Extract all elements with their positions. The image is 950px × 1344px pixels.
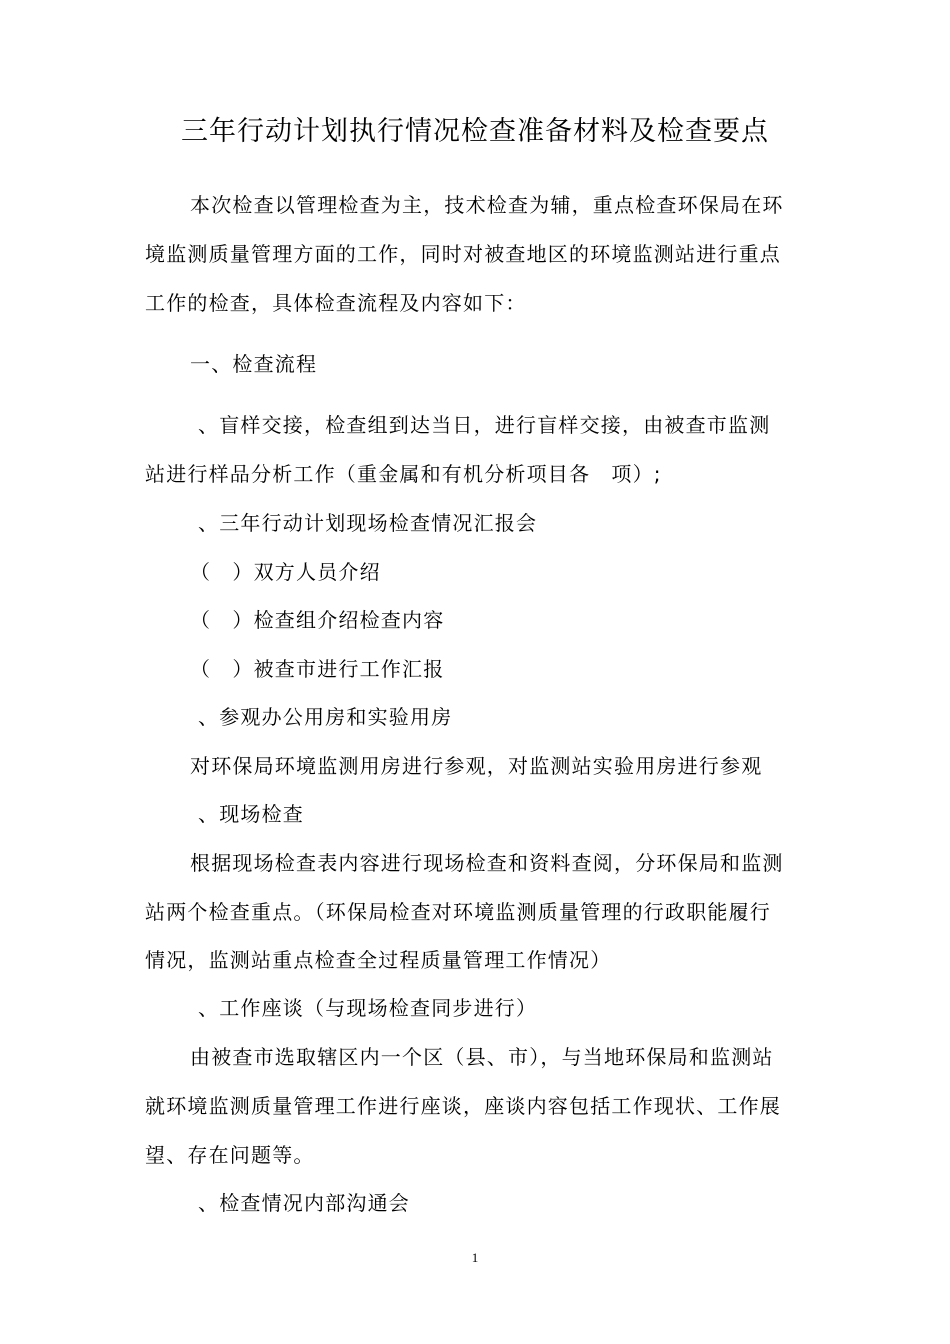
page-number: 1 <box>471 1250 479 1265</box>
item-4-heading: 、现场检查 <box>198 802 304 826</box>
item-5-heading: 、工作座谈（与现场检查同步进行） <box>198 996 538 1020</box>
item-4-line-3: 情况，监测站重点检查全过程质量管理工作情况） <box>145 948 612 972</box>
section-1-heading: 一、检查流程 <box>190 352 318 376</box>
document-title: 三年行动计划执行情况检查准备材料及检查要点 <box>181 116 769 147</box>
item-2-heading: 、三年行动计划现场检查情况汇报会 <box>198 511 538 535</box>
item-4-line-1: 根据现场检查表内容进行现场检查和资料查阅，分环保局和监测 <box>190 851 784 875</box>
item-5-line-2: 就环境监测质量管理工作进行座谈，座谈内容包括工作现状、工作展 <box>145 1094 781 1118</box>
intro-line-2: 境监测质量管理方面的工作，同时对被查地区的环境监测站进行重点 <box>145 242 781 266</box>
item-5-line-3: 望、存在问题等。 <box>145 1143 315 1167</box>
item-6-heading: 、检查情况内部沟通会 <box>198 1191 410 1215</box>
intro-line-1: 本次检查以管理检查为主，技术检查为辅，重点检查环保局在环 <box>190 193 784 217</box>
intro-line-3: 工作的检查，具体检查流程及内容如下： <box>145 291 527 315</box>
item-2-sub-1: （ ）双方人员介绍 <box>190 560 381 584</box>
item-4-line-2: 站两个检查重点。（环保局检查对环境监测质量管理的行政职能履行 <box>145 900 771 924</box>
item-3-text: 对环保局环境监测用房进行参观，对监测站实验用房进行参观 <box>190 754 763 778</box>
item-2-sub-2: （ ）检查组介绍检查内容 <box>190 608 445 632</box>
item-1-line-1: 、盲样交接，检查组到达当日，进行盲样交接，由被查市监测 <box>198 413 771 437</box>
item-1-line-2: 站进行样品分析工作（重金属和有机分析项目各 项）; <box>145 462 662 486</box>
item-3-heading: 、参观办公用房和实验用房 <box>198 705 453 729</box>
item-2-sub-3: （ ）被查市进行工作汇报 <box>190 657 445 681</box>
item-5-line-1: 由被查市选取辖区内一个区（县、市），与当地环保局和监测站 <box>190 1045 774 1069</box>
